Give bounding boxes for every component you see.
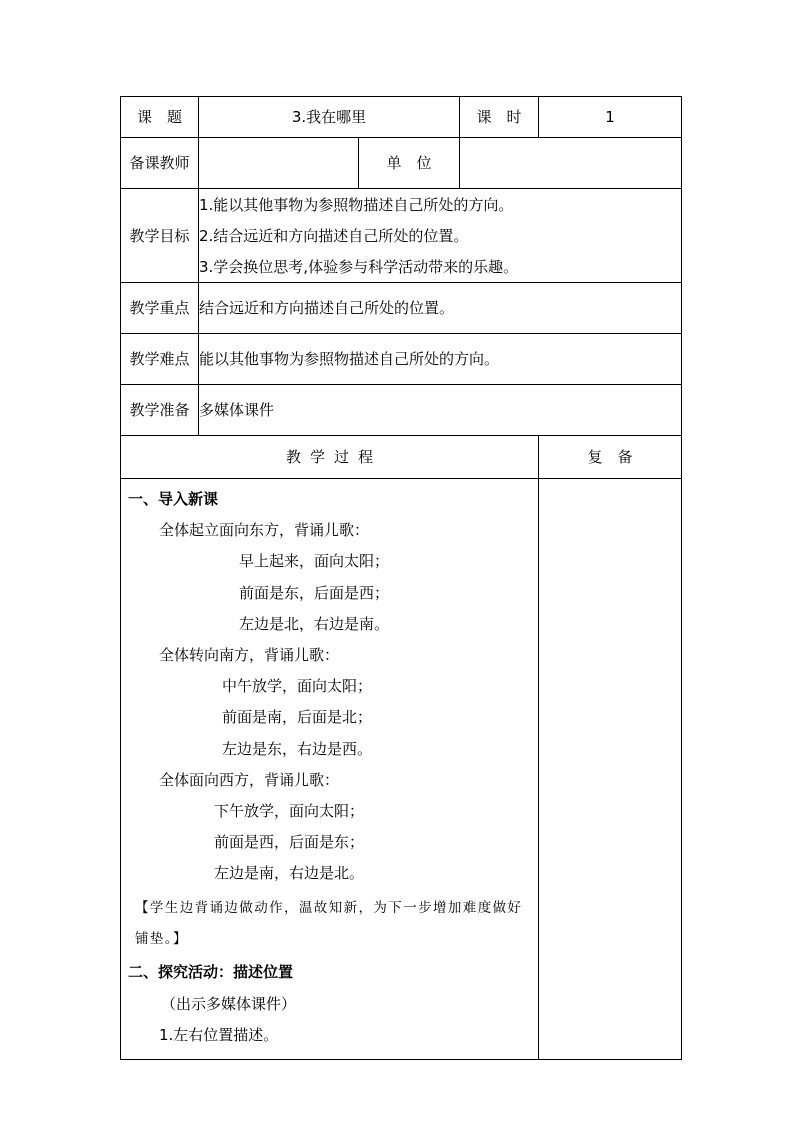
row-process-body [121, 479, 682, 1060]
goal-item: 2.结合远近和方向描述自己所处的位置。 [199, 226, 469, 245]
chant-line: 前面是东，后面是西； [239, 583, 390, 602]
difficulties-label: 教学难点 [121, 334, 199, 385]
teacher-label: 备课教师 [121, 138, 199, 189]
row-difficulties [121, 334, 682, 385]
chant-line: 中午放学，面向太阳； [222, 677, 373, 696]
row-process-header [121, 436, 682, 479]
media-note: （出示多媒体课件） [161, 994, 297, 1013]
chant-line: 左边是东，右边是西。 [222, 739, 373, 758]
goals-label: 教学目标 [121, 189, 199, 283]
row-preparation [121, 385, 682, 436]
chant-intro: 全体起立面向东方，背诵儿歌： [159, 521, 370, 540]
review-content [539, 479, 682, 1060]
row-goals [121, 189, 682, 283]
chant-line: 前面是南，后面是北； [222, 708, 373, 727]
review-header: 复 备 [539, 436, 682, 479]
chant-line: 前面是西，后面是东； [214, 833, 365, 852]
section-title: 一、导入新课 [128, 490, 219, 508]
period-value: 1 [539, 97, 682, 138]
chant-intro: 全体面向西方，背诵儿歌： [159, 770, 340, 789]
row-teacher [121, 138, 682, 189]
goal-item: 3.学会换位思考,体验参与科学活动带来的乐趣。 [199, 257, 519, 276]
teaching-note [121, 889, 538, 957]
activity-item: 1.左右位置描述。 [159, 1025, 279, 1044]
key-points-value: 结合远近和方向描述自己所处的位置。 [199, 283, 682, 334]
difficulties-value: 能以其他事物为参照物描述自己所处的方向。 [199, 334, 682, 385]
row-key-points [121, 283, 682, 334]
chant-line: 早上起来，面向太阳； [239, 552, 390, 571]
preparation-value: 多媒体课件 [199, 385, 682, 436]
topic-value: 3.我在哪里 [199, 97, 460, 138]
goal-item: 1.能以其他事物为参照物描述自己所处的方向。 [199, 195, 514, 214]
row-topic [121, 97, 682, 138]
process-content [121, 479, 539, 1060]
chant-line: 下午放学，面向太阳； [214, 801, 365, 820]
chant-line: 左边是北，右边是南。 [239, 614, 390, 633]
process-header: 教学过程 [121, 436, 539, 479]
topic-label: 课 题 [121, 97, 199, 138]
goals-list [199, 189, 682, 283]
key-points-label: 教学重点 [121, 283, 199, 334]
unit-label: 单 位 [359, 138, 460, 189]
section-title: 二、探究活动：描述位置 [128, 963, 294, 982]
chant-intro: 全体转向南方，背诵儿歌： [159, 645, 340, 664]
unit-value [460, 138, 682, 189]
chant-line: 左边是南，右边是北。 [214, 864, 365, 883]
preparation-label: 教学准备 [121, 385, 199, 436]
teaching-note-text: 【学生边背诵边做动作，温故知新，为下一步增加难度做好铺垫。】 [135, 900, 523, 948]
teacher-value [199, 138, 359, 189]
lesson-plan-table [120, 96, 682, 1060]
period-label: 课 时 [460, 97, 539, 138]
